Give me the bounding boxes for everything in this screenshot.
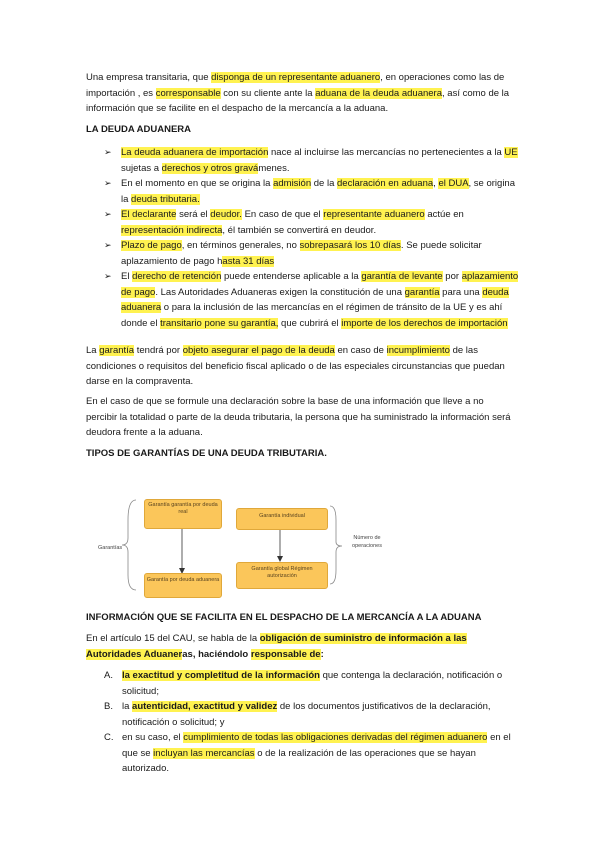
arrow-bullet-icon: ➢ (104, 178, 112, 188)
list-item: C. en su caso, el cumplimiento de todas las obligaciones derivadas del régimen aduanero en el que se incluyan las mercancías o de la realización de las operaciones que se hayan autorizado. (104, 732, 511, 774)
arrow-bullet-icon: ➢ (104, 240, 112, 250)
bullet-item: ➢ El derecho de retención puede entenderse aplicable a la garantía de levante por aplazamiento de pago. Las Autoridades Aduaneras exigen la constitución de una garantía para una deuda aduanera o para la inclusión de las mercancías en el régimen de tránsito de la UE y es ahí donde el transitario pone su garantía, que cubrirá el importe de los derechos de importación (104, 271, 519, 329)
diagram-side-label: Número de operaciones (352, 535, 382, 549)
diagram-box-garantia-global: Garantía global Régimen autorización (236, 562, 328, 589)
arrow-bullet-icon: ➢ (104, 147, 112, 157)
bullet-list (104, 145, 524, 331)
intro-paragraph: Una empresa transitaria, que disponga de un representante aduanero, en operaciones como las de importación , es corresponsable con su cliente ante la aduana de la deuda aduanera, así como de la información que se facilite en el despacho de la mercancía a la aduana. (86, 72, 510, 114)
bullet-item: ➢ En el momento en que se origina la admisión de la declaración en aduana, el DUA, se origina la deuda tributaria. (104, 178, 516, 205)
lettered-list (104, 668, 524, 777)
guarantee-diagram (92, 490, 432, 600)
diagram-box-garantia-deuda-real: Garantía garantía por deuda real (144, 499, 222, 529)
paragraph-declaracion: En el caso de que se formule una declaración sobre la base de una información que lleve a no percibir la totalidad o parte de la deuda tributaria, la persona que ha suministrado la información será deudora frente a la aduana. (86, 396, 511, 438)
arrow-bullet-icon: ➢ (104, 271, 112, 281)
heading-tipos-garantias: TIPOS DE GARANTÍAS DE UNA DEUDA TRIBUTARIA. (86, 448, 327, 459)
heading-deuda-aduanera: LA DEUDA ADUANERA (86, 124, 192, 135)
diagram-root-label: Garantías (98, 545, 123, 551)
bullet-item: ➢ El declarante será el deudor. En caso de que el representante aduanero actúe en representación indirecta, él también se convertirá en deudor. (104, 209, 464, 236)
heading-informacion-despacho: INFORMACIÓN QUE SE FACILITA EN EL DESPACHO DE LA MERCANCÍA A LA ADUANA (86, 612, 482, 623)
paragraph-garantia: La garantía tendrá por objeto asegurar el pago de la deuda en caso de incumplimiento de las condiciones o requisitos del beneficio fiscal aplicado o de las especiales circunstancias que puedan darse en la compraventa. (86, 345, 505, 387)
arrow-bullet-icon: ➢ (104, 209, 112, 219)
list-item: B. la autenticidad, exactitud y validez de los documentos justificativos de la declaración, notificación o solicitud; y (104, 701, 491, 728)
list-item: A. la exactitud y completitud de la información que contenga la declaración, notificación o solicitud; (104, 670, 503, 697)
diagram-box-garantia-individual: Garantía individual (236, 508, 328, 530)
bullet-item: ➢ Plazo de pago, en términos generales, no sobrepasará los 10 días. Se puede solicitar aplazamiento de pago hasta 31 días (104, 240, 482, 267)
diagram-box-garantia-deuda-aduanera: Garantía por deuda aduanera (144, 573, 222, 598)
paragraph-articulo-15: En el artículo 15 del CAU, se habla de la obligación de suministro de información a las Autoridades Aduaneras, haciéndolo responsable de: (86, 633, 467, 660)
bullet-item: ➢ La deuda aduanera de importación nace al incluirse las mercancías no pertenecientes a la UE sujetas a derechos y otros gravámenes. (104, 147, 518, 174)
